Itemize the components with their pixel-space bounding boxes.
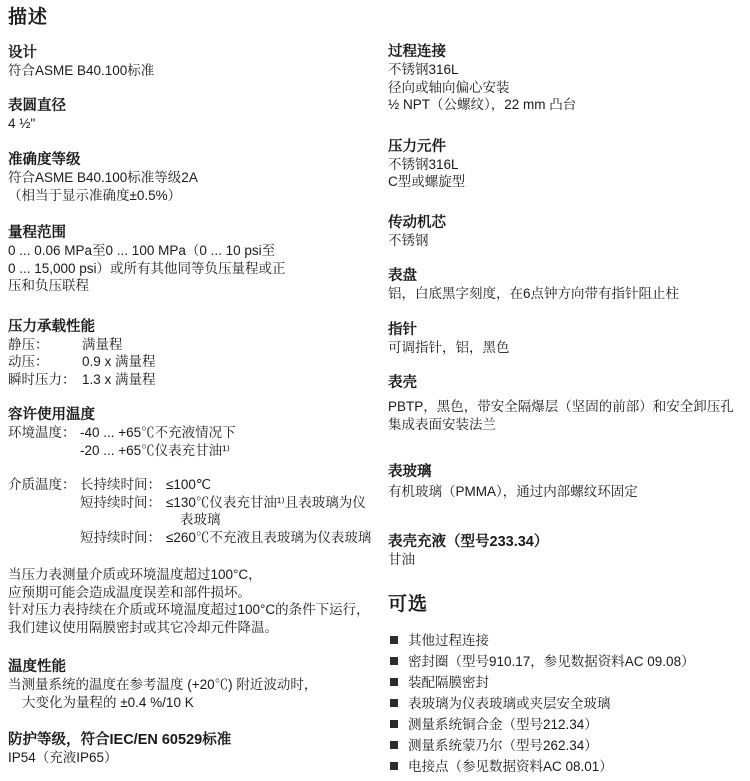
list-item [388, 651, 742, 672]
section-text: 符合ASME B40.100标准等级2A [8, 170, 198, 185]
section-case [388, 374, 742, 433]
list-item [388, 756, 742, 777]
spec-value: -40 ... +65℃不充液情况下 [80, 425, 236, 440]
section-heading: 准确度等级 [8, 152, 81, 168]
section-text: C型或螺旋型 [388, 174, 466, 189]
spec-subrow [80, 494, 371, 529]
section-text: 压和负压联程 [8, 278, 89, 293]
section-heading: 设计 [8, 45, 37, 61]
spec-value-cont: 表玻璃 [180, 512, 221, 527]
section-pressure-load [8, 318, 376, 389]
bullet-square-icon [390, 657, 398, 665]
list-item [388, 735, 742, 756]
spec-row [8, 424, 376, 459]
section-heading: 压力元件 [388, 138, 446, 155]
section-text: IP54（充液IP65） [8, 750, 118, 765]
section-text: 有机玻璃（PMMA），通过内部螺纹环固定 [388, 484, 638, 499]
spec-row [8, 371, 376, 389]
section-process-connection [388, 43, 742, 114]
section-heading: 压力承载性能 [8, 318, 95, 335]
spec-label: 环境温度： [8, 425, 76, 440]
left-column [8, 0, 376, 767]
options-list [388, 630, 742, 777]
section-text: 当测量系统的温度在参考温度 (+20℃) 附近波动时， [8, 677, 318, 692]
list-item-text: 其他过程连接 [408, 633, 489, 648]
section-range [8, 224, 376, 295]
section-window [388, 463, 742, 501]
section-dial [388, 267, 742, 303]
spec-label: 介质温度： [8, 477, 76, 492]
spec-label: 动压： [8, 354, 49, 369]
section-text: 甘油 [388, 551, 415, 567]
spec-value: ≤260℃不充液且表玻璃为仪表玻璃 [166, 529, 372, 545]
section-design [8, 44, 376, 80]
section-heading: 表玻璃 [388, 464, 432, 480]
ambient-lines [80, 424, 236, 459]
list-item-text: 装配隔膜密封 [408, 675, 489, 690]
bullet-square-icon [390, 699, 398, 707]
spec-label: 瞬时压力： [8, 371, 76, 387]
spec-value: 0.9 x 满量程 [82, 354, 156, 369]
section-text: 铝，白底黑字刻度，在6点钟方向带有指针阻止柱 [388, 286, 680, 301]
spec-row [8, 353, 376, 371]
section-heading: 温度性能 [8, 659, 66, 675]
section-heading: 指针 [388, 321, 417, 338]
section-temperature-note [8, 566, 376, 636]
spec-sublabel: 短持续时间： [80, 529, 161, 545]
list-item [388, 672, 742, 693]
section-options [388, 593, 742, 777]
section-heading: 过程连接 [388, 44, 446, 60]
bullet-square-icon [390, 678, 398, 686]
bullet-square-icon [390, 762, 398, 770]
section-text: 不锈钢316L [388, 156, 459, 172]
section-temperature-performance [8, 658, 376, 711]
section-text: 可调指针，铝，黑色 [388, 339, 510, 355]
spec-row [8, 476, 376, 546]
list-item-text: 测量系统铜合金（型号212.34） [408, 717, 598, 732]
section-text: 符合ASME B40.100标准 [8, 63, 155, 78]
section-text: PBTP，黑色，带安全隔爆层（坚固的前部）和安全卸压孔 [388, 399, 734, 414]
section-text: 大变化为量程的 ±0.4 %/10 K [22, 694, 194, 710]
spec-value: 满量程 [82, 336, 123, 352]
note-text: 当压力表测量介质或环境温度超过100°C， [8, 567, 262, 582]
section-text: 径向或轴向偏心安装 [388, 79, 510, 95]
section-heading: 传动机芯 [388, 214, 446, 231]
spec-sublabel: 短持续时间： [80, 494, 161, 510]
note-text: 应预期可能会造成温度误差和部件损坏。 [8, 584, 251, 600]
list-item [388, 714, 742, 735]
section-dial-size [8, 97, 376, 133]
spec-sublabel: 长持续时间： [80, 477, 161, 492]
spec-value [166, 494, 366, 529]
spec-subrow [80, 529, 371, 547]
section-text: 不锈钢 [388, 232, 429, 248]
spec-subrow [80, 476, 371, 494]
note-text: 针对压力表持续在介质或环境温度超过100°C的条件下运行， [8, 602, 370, 617]
bullet-square-icon [390, 636, 398, 644]
page-title: 描述 [8, 7, 49, 28]
section-ingress-protection [8, 731, 376, 767]
list-item-text: 电接点（参见数据资料AC 08.01） [408, 759, 613, 774]
section-heading: 表壳充液（型号233.34） [388, 533, 549, 550]
spec-row [8, 336, 376, 354]
section-text: ½ NPT（公螺纹），22 mm 凸台 [388, 97, 577, 112]
options-heading: 可选 [388, 594, 429, 615]
section-movement [388, 214, 742, 250]
spec-value-line: ≤130℃仪表充甘油¹⁾且表玻璃为仪 [166, 494, 366, 510]
section-text: 集成表面安装法兰 [388, 416, 496, 432]
spec-value: -20 ... +65℃仪表充甘油¹⁾ [80, 442, 230, 458]
spec-value: 1.3 x 满量程 [82, 371, 156, 387]
right-column [388, 0, 742, 777]
note-text: 我们建议使用隔膜密封或其它冷却元件降温。 [8, 619, 278, 635]
spec-value: ≤100℃ [166, 477, 212, 492]
list-item [388, 630, 742, 651]
bullet-square-icon [390, 720, 398, 728]
spec-label: 静压： [8, 336, 49, 352]
section-accuracy [8, 151, 376, 204]
list-item-text: 密封圈（型号910.17，参见数据资料AC 09.08） [408, 654, 695, 669]
section-pressure-element [388, 138, 742, 191]
section-text: （相当于显示准确度±0.5%） [8, 187, 182, 203]
section-heading: 量程范围 [8, 225, 66, 241]
section-heading: 防护等级，符合IEC/EN 60529标准 [8, 732, 232, 748]
section-heading: 容许使用温度 [8, 407, 95, 423]
bullet-square-icon [390, 741, 398, 749]
section-heading: 表壳 [388, 375, 417, 391]
list-item-text: 测量系统蒙乃尔（型号262.34） [408, 738, 598, 753]
section-text: 0 ... 15,000 psi）或所有其他同等负压量程或正 [8, 260, 286, 276]
section-heading: 表圆直径 [8, 97, 66, 114]
section-case-filling [388, 533, 742, 569]
section-text: 0 ... 0.06 MPa至0 ... 100 MPa（0 ... 10 psi至 [8, 243, 276, 258]
medium-lines [80, 476, 371, 546]
section-text: 4 ½" [8, 115, 36, 131]
section-text: 不锈钢316L [388, 62, 459, 77]
list-item [388, 693, 742, 714]
section-heading: 表盘 [388, 268, 417, 284]
section-pointer [388, 321, 742, 357]
list-item-text: 表玻璃为仪表玻璃或夹层安全玻璃 [408, 696, 611, 711]
section-temperature-allowed [8, 406, 376, 546]
